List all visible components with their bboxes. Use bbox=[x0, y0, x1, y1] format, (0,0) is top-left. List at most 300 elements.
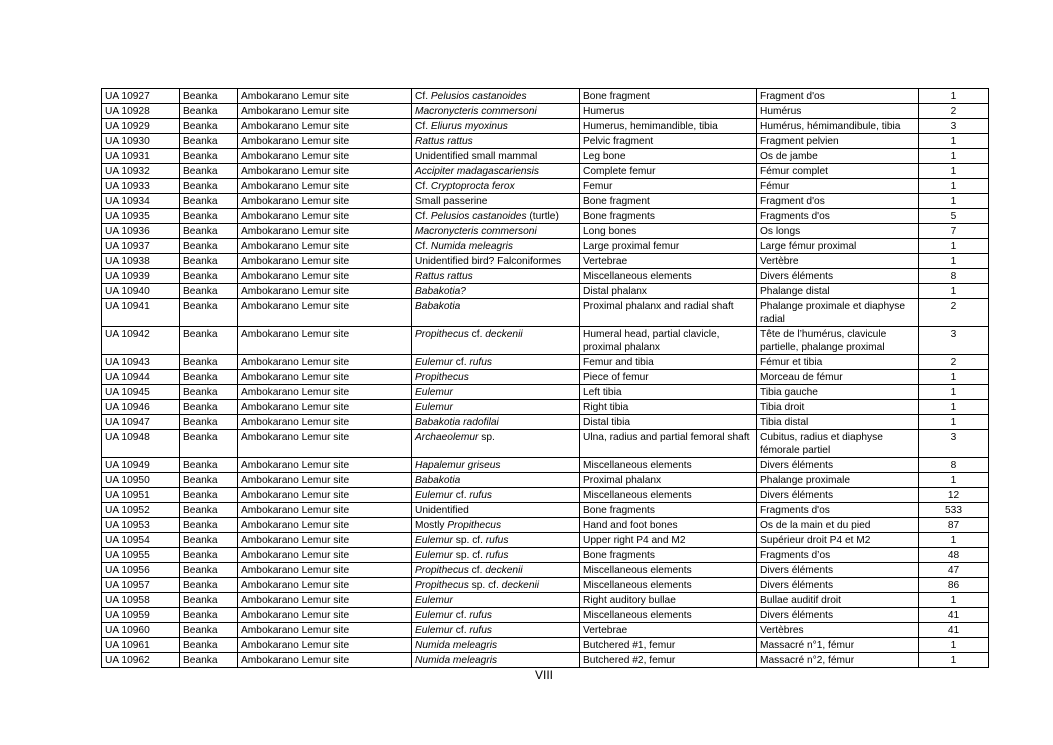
count-cell: 533 bbox=[919, 503, 989, 518]
taxon-name-italic: Babakotia bbox=[415, 301, 461, 312]
site-cell: Ambokarano Lemur site bbox=[238, 119, 412, 134]
site-cell: Ambokarano Lemur site bbox=[238, 533, 412, 548]
element-french-cell: Massacré n°1, fémur bbox=[757, 638, 919, 653]
taxon-name-italic: deckenii bbox=[485, 329, 523, 340]
specimen-id-cell: UA 10929 bbox=[102, 119, 180, 134]
element-english-cell: Miscellaneous elements bbox=[580, 488, 757, 503]
taxon-cell bbox=[412, 593, 580, 608]
specimen-id-cell: UA 10954 bbox=[102, 533, 180, 548]
taxon-text: cf. bbox=[468, 329, 486, 340]
count-cell: 86 bbox=[919, 578, 989, 593]
taxon-cell bbox=[412, 578, 580, 593]
element-english-cell: Right auditory bullae bbox=[580, 593, 757, 608]
count-cell: 1 bbox=[919, 284, 989, 299]
element-french-cell: Fémur et tibia bbox=[757, 355, 919, 370]
taxon-name-italic: Eulemur bbox=[415, 535, 453, 546]
taxon-text: Mostly bbox=[415, 520, 448, 531]
table-row bbox=[102, 370, 989, 385]
taxon-cell bbox=[412, 194, 580, 209]
taxon-cell bbox=[412, 473, 580, 488]
taxon-name-italic: Archaeolemur bbox=[415, 432, 479, 443]
count-cell: 48 bbox=[919, 548, 989, 563]
element-english-cell: Miscellaneous elements bbox=[580, 578, 757, 593]
site-cell: Ambokarano Lemur site bbox=[238, 299, 412, 327]
table-row bbox=[102, 269, 989, 284]
element-english-cell: Miscellaneous elements bbox=[580, 608, 757, 623]
table-row bbox=[102, 89, 989, 104]
taxon-name-italic: Eulemur bbox=[415, 490, 453, 501]
taxon-cell bbox=[412, 430, 580, 458]
specimen-id-cell: UA 10930 bbox=[102, 134, 180, 149]
element-english-cell: Leg bone bbox=[580, 149, 757, 164]
count-cell: 8 bbox=[919, 269, 989, 284]
table-row bbox=[102, 209, 989, 224]
taxon-name-italic: Babakotia radofilai bbox=[415, 417, 499, 428]
locality-cell: Beanka bbox=[180, 104, 238, 119]
taxon-cell bbox=[412, 179, 580, 194]
count-cell: 1 bbox=[919, 385, 989, 400]
table-row bbox=[102, 355, 989, 370]
specimen-id-cell: UA 10937 bbox=[102, 239, 180, 254]
taxon-cell bbox=[412, 415, 580, 430]
taxon-name-italic: Pelusios castanoides bbox=[430, 91, 527, 102]
element-english-cell: Bone fragments bbox=[580, 503, 757, 518]
specimen-id-cell: UA 10927 bbox=[102, 89, 180, 104]
taxon-name-italic: Propithecus bbox=[415, 329, 469, 340]
taxon-text: Cf. bbox=[415, 211, 431, 222]
taxon-text: cf. bbox=[452, 610, 470, 621]
locality-cell: Beanka bbox=[180, 593, 238, 608]
count-cell: 8 bbox=[919, 458, 989, 473]
element-english-cell: Bone fragment bbox=[580, 194, 757, 209]
site-cell: Ambokarano Lemur site bbox=[238, 503, 412, 518]
element-french-cell: Divers éléments bbox=[757, 563, 919, 578]
taxon-cell bbox=[412, 269, 580, 284]
locality-cell: Beanka bbox=[180, 415, 238, 430]
taxon-name-italic: Hapalemur griseus bbox=[415, 460, 501, 471]
table-row bbox=[102, 415, 989, 430]
element-french-cell: Bullae auditif droit bbox=[757, 593, 919, 608]
taxon-cell bbox=[412, 563, 580, 578]
locality-cell: Beanka bbox=[180, 284, 238, 299]
taxon-name-italic: Eulemur bbox=[415, 550, 453, 561]
taxon-cell bbox=[412, 299, 580, 327]
taxon-name-italic: Eulemur bbox=[415, 387, 453, 398]
table-row bbox=[102, 224, 989, 239]
count-cell: 47 bbox=[919, 563, 989, 578]
element-english-cell: Femur and tibia bbox=[580, 355, 757, 370]
element-english-cell: Ulna, radius and partial femoral shaft bbox=[580, 430, 757, 458]
locality-cell: Beanka bbox=[180, 327, 238, 355]
site-cell: Ambokarano Lemur site bbox=[238, 578, 412, 593]
count-cell: 1 bbox=[919, 179, 989, 194]
site-cell: Ambokarano Lemur site bbox=[238, 370, 412, 385]
table-row bbox=[102, 488, 989, 503]
count-cell: 12 bbox=[919, 488, 989, 503]
taxon-name-italic: Eliurus myoxinus bbox=[430, 121, 508, 132]
table-row bbox=[102, 548, 989, 563]
element-english-cell: Hand and foot bones bbox=[580, 518, 757, 533]
taxon-name-italic: Propithecus bbox=[447, 520, 502, 531]
locality-cell: Beanka bbox=[180, 653, 238, 668]
specimen-id-cell: UA 10936 bbox=[102, 224, 180, 239]
taxon-cell bbox=[412, 653, 580, 668]
taxon-cell bbox=[412, 370, 580, 385]
taxon-name-italic: Babakotia bbox=[415, 475, 461, 486]
taxon-cell bbox=[412, 518, 580, 533]
element-french-cell: Divers éléments bbox=[757, 578, 919, 593]
site-cell: Ambokarano Lemur site bbox=[238, 89, 412, 104]
element-french-cell: Large fémur proximal bbox=[757, 239, 919, 254]
element-french-cell: Vertèbre bbox=[757, 254, 919, 269]
site-cell: Ambokarano Lemur site bbox=[238, 400, 412, 415]
locality-cell: Beanka bbox=[180, 209, 238, 224]
specimen-id-cell: UA 10947 bbox=[102, 415, 180, 430]
specimen-id-cell: UA 10945 bbox=[102, 385, 180, 400]
taxon-text: Unidentified small mammal bbox=[415, 151, 538, 162]
locality-cell: Beanka bbox=[180, 488, 238, 503]
taxon-cell bbox=[412, 209, 580, 224]
site-cell: Ambokarano Lemur site bbox=[238, 239, 412, 254]
table-row bbox=[102, 533, 989, 548]
taxon-cell bbox=[412, 89, 580, 104]
element-english-cell: Pelvic fragment bbox=[580, 134, 757, 149]
table-row bbox=[102, 430, 989, 458]
element-french-cell: Phalange proximale bbox=[757, 473, 919, 488]
table-row bbox=[102, 653, 989, 668]
table-row bbox=[102, 194, 989, 209]
site-cell: Ambokarano Lemur site bbox=[238, 209, 412, 224]
site-cell: Ambokarano Lemur site bbox=[238, 269, 412, 284]
count-cell: 1 bbox=[919, 254, 989, 269]
locality-cell: Beanka bbox=[180, 194, 238, 209]
taxon-name-italic: Eulemur bbox=[415, 357, 453, 368]
site-cell: Ambokarano Lemur site bbox=[238, 593, 412, 608]
taxon-cell bbox=[412, 503, 580, 518]
taxon-name-italic: Propithecus bbox=[415, 565, 469, 576]
site-cell: Ambokarano Lemur site bbox=[238, 608, 412, 623]
taxon-text: Unidentified bird? Falconiformes bbox=[415, 256, 562, 267]
specimen-id-cell: UA 10960 bbox=[102, 623, 180, 638]
count-cell: 1 bbox=[919, 473, 989, 488]
site-cell: Ambokarano Lemur site bbox=[238, 224, 412, 239]
element-english-cell: Vertebrae bbox=[580, 623, 757, 638]
element-french-cell: Morceau de fémur bbox=[757, 370, 919, 385]
locality-cell: Beanka bbox=[180, 430, 238, 458]
taxon-text: sp. bbox=[478, 432, 495, 443]
specimen-id-cell: UA 10928 bbox=[102, 104, 180, 119]
element-french-cell: Tête de l’humérus, clavicule partielle, phalange proximal bbox=[757, 327, 919, 355]
taxon-text: Small passerine bbox=[415, 196, 488, 207]
locality-cell: Beanka bbox=[180, 638, 238, 653]
element-french-cell: Fragments d’os bbox=[757, 548, 919, 563]
specimen-id-cell: UA 10956 bbox=[102, 563, 180, 578]
element-english-cell: Butchered #1, femur bbox=[580, 638, 757, 653]
element-english-cell: Bone fragments bbox=[580, 209, 757, 224]
taxon-text: cf. bbox=[452, 357, 470, 368]
taxon-cell bbox=[412, 254, 580, 269]
element-french-cell: Os de la main et du pied bbox=[757, 518, 919, 533]
element-french-cell: Divers éléments bbox=[757, 458, 919, 473]
count-cell: 1 bbox=[919, 653, 989, 668]
element-french-cell: Tibia distal bbox=[757, 415, 919, 430]
table-row bbox=[102, 119, 989, 134]
locality-cell: Beanka bbox=[180, 473, 238, 488]
element-french-cell: Fragments d'os bbox=[757, 209, 919, 224]
count-cell: 1 bbox=[919, 370, 989, 385]
specimen-id-cell: UA 10933 bbox=[102, 179, 180, 194]
taxon-cell bbox=[412, 533, 580, 548]
taxon-cell bbox=[412, 608, 580, 623]
element-english-cell: Humerus bbox=[580, 104, 757, 119]
locality-cell: Beanka bbox=[180, 239, 238, 254]
count-cell: 5 bbox=[919, 209, 989, 224]
site-cell: Ambokarano Lemur site bbox=[238, 518, 412, 533]
site-cell: Ambokarano Lemur site bbox=[238, 488, 412, 503]
specimen-table bbox=[101, 88, 989, 668]
specimen-id-cell: UA 10931 bbox=[102, 149, 180, 164]
locality-cell: Beanka bbox=[180, 400, 238, 415]
taxon-cell bbox=[412, 488, 580, 503]
locality-cell: Beanka bbox=[180, 563, 238, 578]
site-cell: Ambokarano Lemur site bbox=[238, 430, 412, 458]
count-cell: 41 bbox=[919, 608, 989, 623]
specimen-id-cell: UA 10950 bbox=[102, 473, 180, 488]
locality-cell: Beanka bbox=[180, 458, 238, 473]
table-row bbox=[102, 327, 989, 355]
table-row bbox=[102, 563, 989, 578]
table-row bbox=[102, 593, 989, 608]
table-row bbox=[102, 134, 989, 149]
count-cell: 1 bbox=[919, 533, 989, 548]
table-row bbox=[102, 400, 989, 415]
table-row bbox=[102, 164, 989, 179]
locality-cell: Beanka bbox=[180, 548, 238, 563]
specimen-id-cell: UA 10952 bbox=[102, 503, 180, 518]
taxon-name-italic: Rattus rattus bbox=[415, 136, 473, 147]
locality-cell: Beanka bbox=[180, 578, 238, 593]
element-french-cell: Phalange proximale et diaphyse radial bbox=[757, 299, 919, 327]
count-cell: 1 bbox=[919, 593, 989, 608]
table-row bbox=[102, 608, 989, 623]
element-french-cell: Fragment pelvien bbox=[757, 134, 919, 149]
taxon-name-italic: Babakotia? bbox=[415, 286, 466, 297]
site-cell: Ambokarano Lemur site bbox=[238, 134, 412, 149]
element-english-cell: Vertebrae bbox=[580, 254, 757, 269]
element-french-cell: Fémur bbox=[757, 179, 919, 194]
locality-cell: Beanka bbox=[180, 385, 238, 400]
count-cell: 1 bbox=[919, 194, 989, 209]
count-cell: 1 bbox=[919, 149, 989, 164]
table-row bbox=[102, 239, 989, 254]
taxon-name-italic: Eulemur bbox=[415, 595, 453, 606]
count-cell: 3 bbox=[919, 430, 989, 458]
taxon-name-italic: Eulemur bbox=[415, 625, 453, 636]
taxon-name-italic: Eulemur bbox=[415, 402, 453, 413]
taxon-cell bbox=[412, 134, 580, 149]
specimen-id-cell: UA 10940 bbox=[102, 284, 180, 299]
taxon-name-italic: Pelusios castanoides bbox=[430, 211, 527, 222]
taxon-cell bbox=[412, 239, 580, 254]
site-cell: Ambokarano Lemur site bbox=[238, 415, 412, 430]
locality-cell: Beanka bbox=[180, 269, 238, 284]
specimen-id-cell: UA 10958 bbox=[102, 593, 180, 608]
taxon-cell bbox=[412, 327, 580, 355]
locality-cell: Beanka bbox=[180, 518, 238, 533]
taxon-name-italic: rufus bbox=[469, 625, 493, 636]
element-french-cell: Tibia droit bbox=[757, 400, 919, 415]
site-cell: Ambokarano Lemur site bbox=[238, 653, 412, 668]
count-cell: 1 bbox=[919, 415, 989, 430]
specimen-id-cell: UA 10932 bbox=[102, 164, 180, 179]
taxon-cell bbox=[412, 355, 580, 370]
specimen-id-cell: UA 10939 bbox=[102, 269, 180, 284]
element-english-cell: Humeral head, partial clavicle, proximal phalanx bbox=[580, 327, 757, 355]
element-english-cell: Long bones bbox=[580, 224, 757, 239]
table-row bbox=[102, 473, 989, 488]
count-cell: 87 bbox=[919, 518, 989, 533]
count-cell: 7 bbox=[919, 224, 989, 239]
element-french-cell: Vertèbres bbox=[757, 623, 919, 638]
taxon-name-italic: rufus bbox=[469, 357, 493, 368]
element-english-cell: Distal phalanx bbox=[580, 284, 757, 299]
taxon-text: Cf. bbox=[415, 181, 431, 192]
site-cell: Ambokarano Lemur site bbox=[238, 473, 412, 488]
element-french-cell: Divers éléments bbox=[757, 269, 919, 284]
locality-cell: Beanka bbox=[180, 608, 238, 623]
element-english-cell: Distal tibia bbox=[580, 415, 757, 430]
site-cell: Ambokarano Lemur site bbox=[238, 254, 412, 269]
element-english-cell: Miscellaneous elements bbox=[580, 563, 757, 578]
table-row bbox=[102, 578, 989, 593]
locality-cell: Beanka bbox=[180, 224, 238, 239]
locality-cell: Beanka bbox=[180, 355, 238, 370]
taxon-cell bbox=[412, 458, 580, 473]
site-cell: Ambokarano Lemur site bbox=[238, 385, 412, 400]
taxon-name-italic: Accipiter madagascariensis bbox=[415, 166, 540, 177]
locality-cell: Beanka bbox=[180, 89, 238, 104]
taxon-name-italic: Macronycteris commersoni bbox=[415, 106, 537, 117]
taxon-cell bbox=[412, 164, 580, 179]
table-row bbox=[102, 254, 989, 269]
taxon-cell bbox=[412, 548, 580, 563]
element-french-cell: Phalange distal bbox=[757, 284, 919, 299]
specimen-id-cell: UA 10935 bbox=[102, 209, 180, 224]
element-french-cell: Fémur complet bbox=[757, 164, 919, 179]
specimen-id-cell: UA 10959 bbox=[102, 608, 180, 623]
locality-cell: Beanka bbox=[180, 370, 238, 385]
specimen-id-cell: UA 10946 bbox=[102, 400, 180, 415]
locality-cell: Beanka bbox=[180, 299, 238, 327]
taxon-text: Cf. bbox=[415, 121, 431, 132]
site-cell: Ambokarano Lemur site bbox=[238, 327, 412, 355]
site-cell: Ambokarano Lemur site bbox=[238, 548, 412, 563]
taxon-name-italic: deckenii bbox=[485, 565, 523, 576]
site-cell: Ambokarano Lemur site bbox=[238, 179, 412, 194]
element-english-cell: Miscellaneous elements bbox=[580, 269, 757, 284]
specimen-id-cell: UA 10957 bbox=[102, 578, 180, 593]
table-row bbox=[102, 518, 989, 533]
locality-cell: Beanka bbox=[180, 149, 238, 164]
count-cell: 1 bbox=[919, 89, 989, 104]
count-cell: 3 bbox=[919, 327, 989, 355]
taxon-text: cf. bbox=[468, 565, 486, 576]
element-french-cell: Tibia gauche bbox=[757, 385, 919, 400]
site-cell: Ambokarano Lemur site bbox=[238, 355, 412, 370]
table-body bbox=[102, 89, 989, 668]
element-english-cell: Right tibia bbox=[580, 400, 757, 415]
table-row bbox=[102, 385, 989, 400]
taxon-text: Cf. bbox=[415, 241, 431, 252]
site-cell: Ambokarano Lemur site bbox=[238, 104, 412, 119]
site-cell: Ambokarano Lemur site bbox=[238, 638, 412, 653]
taxon-cell bbox=[412, 149, 580, 164]
site-cell: Ambokarano Lemur site bbox=[238, 164, 412, 179]
element-french-cell: Fragment d'os bbox=[757, 89, 919, 104]
table-row bbox=[102, 458, 989, 473]
taxon-name-italic: Numida meleagris bbox=[415, 655, 498, 666]
taxon-cell bbox=[412, 104, 580, 119]
taxon-text: (turtle) bbox=[526, 211, 559, 222]
taxon-cell bbox=[412, 400, 580, 415]
taxon-cell bbox=[412, 623, 580, 638]
locality-cell: Beanka bbox=[180, 533, 238, 548]
element-french-cell: Os longs bbox=[757, 224, 919, 239]
taxon-name-italic: rufus bbox=[485, 535, 509, 546]
site-cell: Ambokarano Lemur site bbox=[238, 149, 412, 164]
element-french-cell: Divers éléments bbox=[757, 608, 919, 623]
taxon-cell bbox=[412, 119, 580, 134]
taxon-text: sp. cf. bbox=[452, 550, 486, 561]
taxon-cell bbox=[412, 638, 580, 653]
page-number: VIII bbox=[534, 668, 553, 682]
element-english-cell: Proximal phalanx and radial shaft bbox=[580, 299, 757, 327]
specimen-id-cell: UA 10962 bbox=[102, 653, 180, 668]
site-cell: Ambokarano Lemur site bbox=[238, 194, 412, 209]
site-cell: Ambokarano Lemur site bbox=[238, 458, 412, 473]
locality-cell: Beanka bbox=[180, 119, 238, 134]
table-row bbox=[102, 299, 989, 327]
specimen-id-cell: UA 10938 bbox=[102, 254, 180, 269]
taxon-cell bbox=[412, 284, 580, 299]
locality-cell: Beanka bbox=[180, 623, 238, 638]
taxon-name-italic: Numida meleagris bbox=[430, 241, 513, 252]
element-french-cell: Fragment d'os bbox=[757, 194, 919, 209]
specimen-id-cell: UA 10949 bbox=[102, 458, 180, 473]
table-row bbox=[102, 179, 989, 194]
taxon-text: cf. bbox=[452, 625, 470, 636]
taxon-name-italic: Numida meleagris bbox=[415, 640, 498, 651]
taxon-text: sp. cf. bbox=[452, 535, 486, 546]
element-english-cell: Piece of femur bbox=[580, 370, 757, 385]
taxon-name-italic: Macronycteris commersoni bbox=[415, 226, 537, 237]
element-english-cell: Left tibia bbox=[580, 385, 757, 400]
locality-cell: Beanka bbox=[180, 179, 238, 194]
count-cell: 1 bbox=[919, 134, 989, 149]
element-french-cell: Supérieur droit P4 et M2 bbox=[757, 533, 919, 548]
element-english-cell: Butchered #2, femur bbox=[580, 653, 757, 668]
count-cell: 1 bbox=[919, 400, 989, 415]
element-english-cell: Large proximal femur bbox=[580, 239, 757, 254]
count-cell: 1 bbox=[919, 239, 989, 254]
element-english-cell: Proximal phalanx bbox=[580, 473, 757, 488]
locality-cell: Beanka bbox=[180, 164, 238, 179]
specimen-id-cell: UA 10948 bbox=[102, 430, 180, 458]
element-french-cell: Humérus, hémimandibule, tibia bbox=[757, 119, 919, 134]
count-cell: 1 bbox=[919, 638, 989, 653]
element-french-cell: Massacré n°2, fémur bbox=[757, 653, 919, 668]
taxon-cell bbox=[412, 224, 580, 239]
